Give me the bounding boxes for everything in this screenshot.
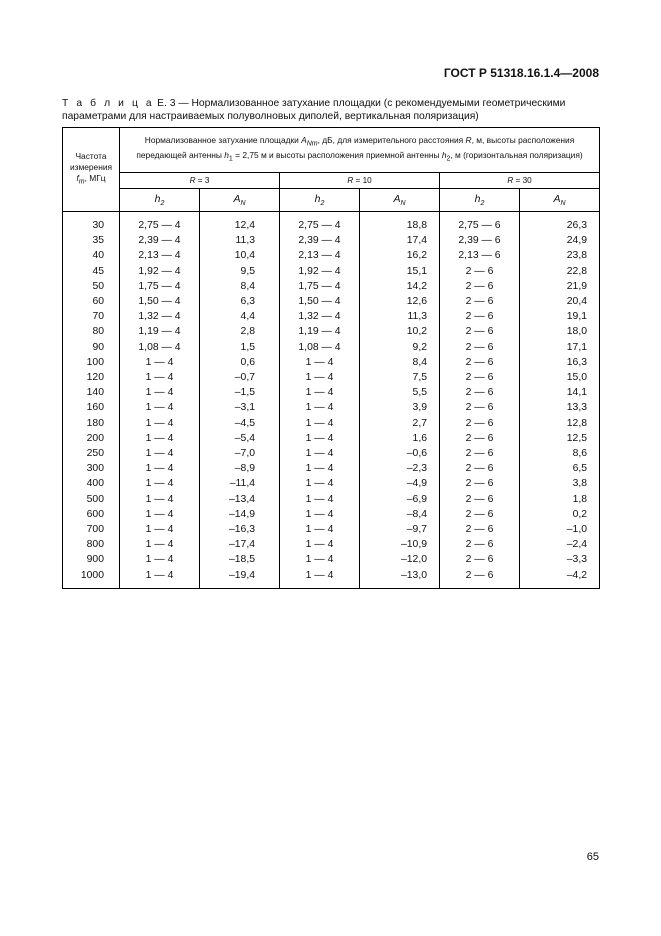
table-cell: 1,75 — 4: [120, 279, 200, 294]
table-cell: –4,9: [360, 476, 440, 491]
table-cell: 26,3: [520, 212, 600, 234]
table-cell: 1 — 4: [120, 355, 200, 370]
table-cell: 1 — 4: [120, 446, 200, 461]
column-header-an: $A_N$: [360, 189, 440, 212]
table-cell: –7,0: [200, 446, 280, 461]
table-cell: –3,3: [520, 552, 600, 567]
table-cell: 1,50 — 4: [280, 294, 360, 309]
table-cell: 180: [63, 416, 120, 431]
table-cell: 1 — 4: [120, 492, 200, 507]
table-cell: 50: [63, 279, 120, 294]
table-row: [63, 416, 600, 431]
table-cell: 2 — 6: [440, 416, 520, 431]
table-row: [63, 370, 600, 385]
table-row: [63, 324, 600, 339]
table-cell: 300: [63, 461, 120, 476]
table-cell: 1 — 4: [120, 476, 200, 491]
table-cell: 9,2: [360, 340, 440, 355]
table-cell: –14,9: [200, 507, 280, 522]
table-cell: –1,0: [520, 522, 600, 537]
table-cell: 24,9: [520, 233, 600, 248]
table-cell: 1 — 4: [280, 431, 360, 446]
table-cell: 2 — 6: [440, 461, 520, 476]
table-cell: 400: [63, 476, 120, 491]
table-cell: 200: [63, 431, 120, 446]
table-cell: 2 — 6: [440, 385, 520, 400]
table-row: [63, 507, 600, 522]
table-cell: 2 — 6: [440, 522, 520, 537]
table-cell: 1,08 — 4: [120, 340, 200, 355]
table-cell: 1,6: [360, 431, 440, 446]
table-cell: 22,8: [520, 264, 600, 279]
table-cell: 7,5: [360, 370, 440, 385]
table-cell: 1 — 4: [280, 552, 360, 567]
table-cell: 11,3: [200, 233, 280, 248]
table-cell: –3,1: [200, 400, 280, 415]
table-body: [63, 212, 600, 589]
table-cell: 1 — 4: [120, 400, 200, 415]
table-row: [63, 309, 600, 324]
table-cell: 1 — 4: [280, 416, 360, 431]
table-cell: 40: [63, 248, 120, 263]
table-cell: 500: [63, 492, 120, 507]
table-cell: –17,4: [200, 537, 280, 552]
table-cell: 1 — 4: [120, 552, 200, 567]
table-cell: 800: [63, 537, 120, 552]
table-cell: 80: [63, 324, 120, 339]
table-cell: 12,4: [200, 212, 280, 234]
table-cell: 16,3: [520, 355, 600, 370]
table-cell: 2,75 — 4: [280, 212, 360, 234]
table-cell: 13,3: [520, 400, 600, 415]
table-row: [63, 446, 600, 461]
table-cell: 1 — 4: [120, 385, 200, 400]
table-row: [63, 248, 600, 263]
table-cell: 1 — 4: [120, 537, 200, 552]
table-cell: 1,19 — 4: [120, 324, 200, 339]
frequency-subscript: m: [78, 178, 85, 186]
table-cell: 1,50 — 4: [120, 294, 200, 309]
table-row: [63, 233, 600, 248]
table-cell: 600: [63, 507, 120, 522]
table-cell: 2 — 6: [440, 431, 520, 446]
table-cell: 2 — 6: [440, 400, 520, 415]
table-cell: 160: [63, 400, 120, 415]
group-header-r10: R = 10: [280, 173, 440, 189]
table-cell: –4,5: [200, 416, 280, 431]
table-cell: 140: [63, 385, 120, 400]
table-cell: 9,5: [200, 264, 280, 279]
table-cell: –10,9: [360, 537, 440, 552]
table-cell: 1 — 4: [280, 476, 360, 491]
table-cell: 14,1: [520, 385, 600, 400]
table-cell: –2,3: [360, 461, 440, 476]
table-cell: 2 — 6: [440, 370, 520, 385]
table-cell: 90: [63, 340, 120, 355]
table-cell: 5,5: [360, 385, 440, 400]
main-header: Нормализованное затухание площадки $A_{Nm}$, дБ, для измерительного расстояния R, м, высоты расположения передающей антенны $h_1 = 2,75$ м и высоты расположения приемной антенны $h_2$, м (горизонтальная поляризация): [120, 128, 600, 173]
table-row: [63, 385, 600, 400]
table-cell: 17,1: [520, 340, 600, 355]
table-cell: –8,9: [200, 461, 280, 476]
table-cell: 2,39 — 6: [440, 233, 520, 248]
table-cell: 1 — 4: [120, 507, 200, 522]
table-cell: 2,39 — 4: [280, 233, 360, 248]
frequency-header-line2: измерения: [69, 162, 113, 173]
table-cell: –12,0: [360, 552, 440, 567]
table-cell: 1 — 4: [280, 568, 360, 589]
table-cell: 2,13 — 4: [280, 248, 360, 263]
table-cell: 900: [63, 552, 120, 567]
table-cell: 16,2: [360, 248, 440, 263]
frequency-header: [63, 128, 120, 212]
table-cell: 1 — 4: [280, 385, 360, 400]
table-row: [63, 400, 600, 415]
frequency-header-line1: Частота: [75, 151, 107, 162]
table-cell: 1 — 4: [280, 355, 360, 370]
table-cell: 19,1: [520, 309, 600, 324]
table-cell: 0,2: [520, 507, 600, 522]
page-number: 65: [586, 851, 599, 863]
table-row: [63, 522, 600, 537]
table-cell: 3,8: [520, 476, 600, 491]
table-cell: 2 — 6: [440, 446, 520, 461]
table-cell: 1 — 4: [280, 522, 360, 537]
table-cell: 1 — 4: [280, 537, 360, 552]
table-cell: 23,8: [520, 248, 600, 263]
attenuation-table: [62, 127, 600, 589]
column-header-h2: $h_2$: [440, 189, 520, 212]
table-cell: 1,92 — 4: [280, 264, 360, 279]
table-row: [63, 461, 600, 476]
table-cell: 12,8: [520, 416, 600, 431]
table-cell: 2,8: [200, 324, 280, 339]
table-cell: 2,13 — 6: [440, 248, 520, 263]
table-row: [63, 279, 600, 294]
table-cell: 2 — 6: [440, 552, 520, 567]
table-row: [63, 492, 600, 507]
table-cell: –5,4: [200, 431, 280, 446]
table-cell: –0,7: [200, 370, 280, 385]
table-cell: –4,2: [520, 568, 600, 589]
table-cell: 1 — 4: [120, 431, 200, 446]
table-cell: 1 — 4: [280, 461, 360, 476]
caption-text: Е. 3 — Нормализованное затухание площадки (с рекомендуемыми геометрическими параметрами для настраиваемых полуволновых диполей, вертикальная поляризация): [62, 98, 566, 122]
table-cell: 1,75 — 4: [280, 279, 360, 294]
caption-label: Т а б л и ц а: [62, 98, 155, 109]
table-cell: 1 — 4: [120, 568, 200, 589]
table-cell: 1 — 4: [280, 492, 360, 507]
table-row: [63, 552, 600, 567]
table-cell: 18,8: [360, 212, 440, 234]
table-row: [63, 355, 600, 370]
table-cell: 2 — 6: [440, 492, 520, 507]
column-header-h2: $h_2$: [120, 189, 200, 212]
table-cell: 12,5: [520, 431, 600, 446]
table-cell: 12,6: [360, 294, 440, 309]
table-cell: 1 — 4: [280, 446, 360, 461]
frequency-symbol: f: [76, 173, 79, 184]
table-row: [63, 431, 600, 446]
column-header-an: $A_N$: [200, 189, 280, 212]
table-row: [63, 264, 600, 279]
table-cell: 6,3: [200, 294, 280, 309]
table-cell: 700: [63, 522, 120, 537]
table-cell: 30: [63, 212, 120, 234]
table-cell: 2 — 6: [440, 294, 520, 309]
table-cell: 15,1: [360, 264, 440, 279]
table-cell: 1 — 4: [280, 370, 360, 385]
table-cell: –11,4: [200, 476, 280, 491]
table-row: [63, 537, 600, 552]
table-cell: 2,75 — 4: [120, 212, 200, 234]
table-cell: 120: [63, 370, 120, 385]
table-row: [63, 476, 600, 491]
table-cell: 2,75 — 6: [440, 212, 520, 234]
table-cell: 1 — 4: [120, 370, 200, 385]
table-cell: 8,4: [200, 279, 280, 294]
document-code: ГОСТ Р 51318.16.1.4—2008: [443, 66, 599, 80]
table-cell: 14,2: [360, 279, 440, 294]
table-cell: 35: [63, 233, 120, 248]
table-cell: 1 — 4: [120, 416, 200, 431]
table-row: [63, 340, 600, 355]
table-cell: –13,0: [360, 568, 440, 589]
table-row: [63, 568, 600, 589]
table-cell: 2 — 6: [440, 324, 520, 339]
table-cell: 3,9: [360, 400, 440, 415]
table-cell: –1,5: [200, 385, 280, 400]
table-cell: 2 — 6: [440, 507, 520, 522]
table-cell: 21,9: [520, 279, 600, 294]
table-caption: [62, 97, 602, 123]
table-cell: 1 — 4: [120, 461, 200, 476]
table-cell: 2 — 6: [440, 309, 520, 324]
table-cell: 0,6: [200, 355, 280, 370]
group-header-r3: R = 3: [120, 173, 280, 189]
table-cell: –13,4: [200, 492, 280, 507]
column-header-h2: $h_2$: [280, 189, 360, 212]
table-cell: –19,4: [200, 568, 280, 589]
table-cell: –2,4: [520, 537, 600, 552]
table-cell: 8,4: [360, 355, 440, 370]
table-row: [63, 294, 600, 309]
table-cell: 10,4: [200, 248, 280, 263]
table-cell: 11,3: [360, 309, 440, 324]
table-cell: –18,5: [200, 552, 280, 567]
table-cell: 1,8: [520, 492, 600, 507]
table-cell: 60: [63, 294, 120, 309]
table-cell: 2,13 — 4: [120, 248, 200, 263]
table-cell: 2 — 6: [440, 279, 520, 294]
table-cell: 1,19 — 4: [280, 324, 360, 339]
frequency-unit: , МГц: [84, 173, 106, 184]
table-cell: 6,5: [520, 461, 600, 476]
table-cell: 2 — 6: [440, 568, 520, 589]
table-cell: 2 — 6: [440, 264, 520, 279]
table-cell: 17,4: [360, 233, 440, 248]
table-cell: 18,0: [520, 324, 600, 339]
table-cell: 1,5: [200, 340, 280, 355]
table-cell: 1,32 — 4: [280, 309, 360, 324]
table-cell: 1000: [63, 568, 120, 589]
table-cell: 1 — 4: [280, 507, 360, 522]
table-cell: 100: [63, 355, 120, 370]
table-cell: 2,39 — 4: [120, 233, 200, 248]
table-cell: –8,4: [360, 507, 440, 522]
table-cell: –0,6: [360, 446, 440, 461]
table-cell: –16,3: [200, 522, 280, 537]
table-cell: 70: [63, 309, 120, 324]
table-cell: 2 — 6: [440, 355, 520, 370]
table-cell: 2 — 6: [440, 476, 520, 491]
table-cell: 2 — 6: [440, 340, 520, 355]
table-cell: 2 — 6: [440, 537, 520, 552]
table-cell: 250: [63, 446, 120, 461]
table-cell: 1,92 — 4: [120, 264, 200, 279]
table-cell: 10,2: [360, 324, 440, 339]
table-cell: 1,08 — 4: [280, 340, 360, 355]
table-cell: 2,7: [360, 416, 440, 431]
group-header-r30: R = 30: [440, 173, 600, 189]
table-cell: 4,4: [200, 309, 280, 324]
column-header-an: $A_N$: [520, 189, 600, 212]
table-cell: 45: [63, 264, 120, 279]
table-cell: 1 — 4: [120, 522, 200, 537]
table-cell: 15,0: [520, 370, 600, 385]
table-cell: –9,7: [360, 522, 440, 537]
table-cell: 8,6: [520, 446, 600, 461]
table-cell: –6,9: [360, 492, 440, 507]
table-row: [63, 212, 600, 234]
table-cell: 1 — 4: [280, 400, 360, 415]
table-cell: 1,32 — 4: [120, 309, 200, 324]
table-cell: 20,4: [520, 294, 600, 309]
